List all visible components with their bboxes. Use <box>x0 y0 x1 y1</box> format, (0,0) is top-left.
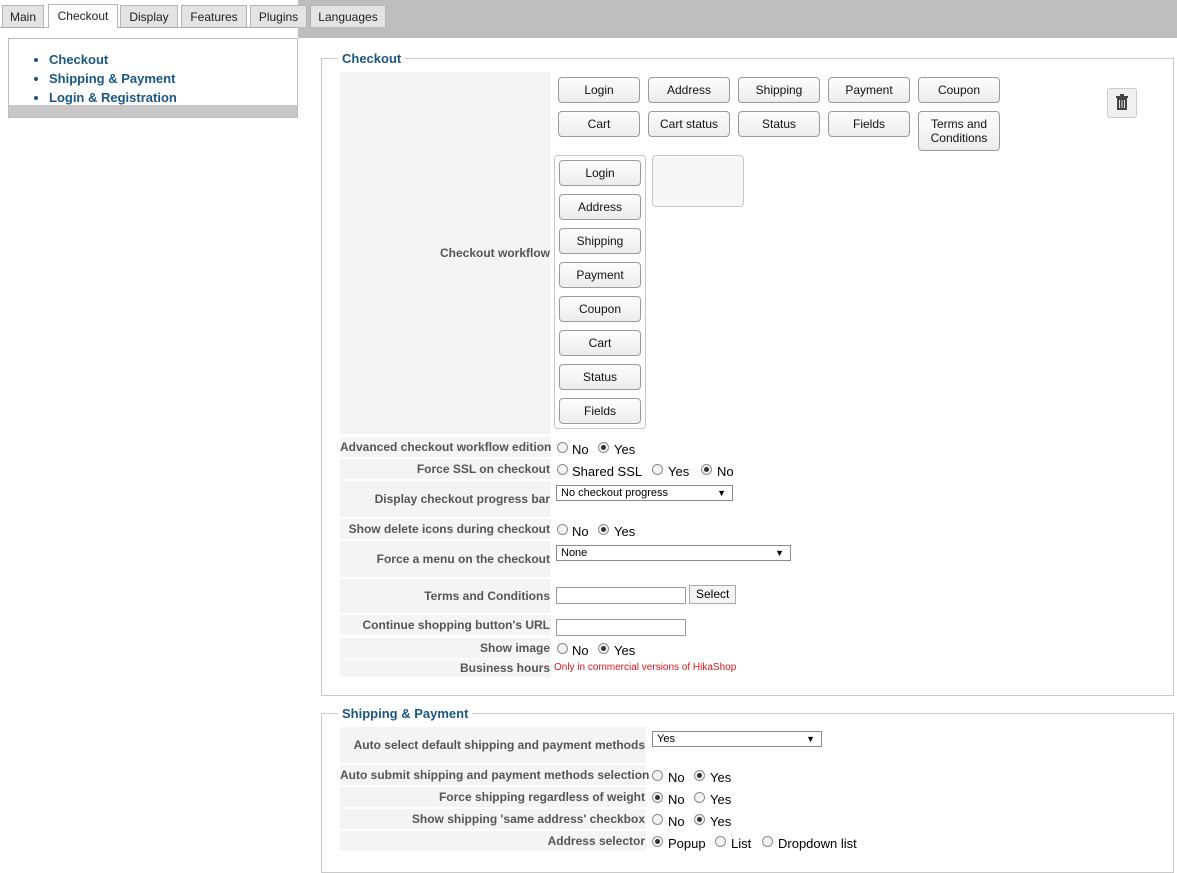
terms-label: Terms and Conditions <box>424 589 550 603</box>
available-coupon-button[interactable]: Coupon <box>918 77 1000 103</box>
force-shipping-label: Force shipping regardless of weight <box>438 790 645 804</box>
workflow-cart-step[interactable]: Cart <box>559 330 641 356</box>
shipping-payment-legend: Shipping & Payment <box>338 706 472 721</box>
ssl-no-radio[interactable] <box>701 464 712 475</box>
address-list-label: List <box>731 836 752 851</box>
address-list-radio[interactable] <box>715 836 726 847</box>
auto-submit-no-label: No <box>668 770 685 785</box>
ssl-shared-radio[interactable] <box>557 464 568 475</box>
advanced-yes-radio[interactable] <box>598 442 609 453</box>
tab-bar-fill-lower <box>298 28 1177 38</box>
trash-icon[interactable] <box>1107 88 1137 118</box>
workflow-coupon-step[interactable]: Coupon <box>559 296 641 322</box>
force-shipping-no-radio[interactable] <box>652 792 663 803</box>
auto-select-value: Yes <box>657 733 675 745</box>
available-terms-button[interactable]: Terms and Conditions <box>918 111 1000 151</box>
show-image-yes-radio[interactable] <box>598 643 609 654</box>
terms-input[interactable] <box>556 587 686 604</box>
delete-icons-no-label: No <box>572 524 589 539</box>
progress-select[interactable] <box>556 485 733 501</box>
available-status-button[interactable]: Status <box>738 111 820 137</box>
available-login-button[interactable]: Login <box>558 77 640 103</box>
auto-select-label: Auto select default shipping and payment methods <box>353 738 645 752</box>
tab-plugins[interactable]: Plugins <box>250 5 307 27</box>
continue-url-input[interactable] <box>556 619 686 636</box>
address-popup-radio[interactable] <box>652 836 663 847</box>
address-dropdown-radio[interactable] <box>762 836 773 847</box>
force-shipping-yes-radio[interactable] <box>694 792 705 803</box>
auto-submit-label: Auto submit shipping and payment methods selection <box>340 768 650 782</box>
progress-label: Display checkout progress bar <box>374 492 550 506</box>
same-address-no-label: No <box>668 814 685 829</box>
ssl-no-label: No <box>717 464 734 479</box>
workflow-payment-step[interactable]: Payment <box>559 262 641 288</box>
ssl-yes-radio[interactable] <box>652 464 663 475</box>
tab-checkout[interactable]: Checkout <box>48 4 118 28</box>
menu-select[interactable] <box>556 545 791 561</box>
tab-main[interactable]: Main <box>2 5 44 27</box>
nav-item-checkout[interactable] <box>49 50 297 69</box>
left-navigation-footer-bar <box>9 105 297 117</box>
available-address-button[interactable]: Address <box>648 77 730 103</box>
tab-languages[interactable]: Languages <box>310 5 386 27</box>
advanced-label: Advanced checkout workflow edition <box>340 440 552 454</box>
business-note: Only in commercial versions of HikaShop <box>554 662 737 673</box>
advanced-yes-label: Yes <box>614 442 636 457</box>
show-image-no-label: No <box>572 643 589 658</box>
chevron-down-icon: ▼ <box>775 548 784 558</box>
address-popup-label: Popup <box>668 836 706 851</box>
business-label: Business hours <box>459 661 550 675</box>
force-shipping-no-label: No <box>668 792 685 807</box>
delete-icons-yes-label: Yes <box>614 524 636 539</box>
auto-submit-no-radio[interactable] <box>652 770 663 781</box>
same-address-no-radio[interactable] <box>652 814 663 825</box>
ssl-label: Force SSL on checkout <box>416 462 550 476</box>
show-image-label: Show image <box>479 641 550 655</box>
workflow-shipping-step[interactable]: Shipping <box>559 228 641 254</box>
tab-features[interactable]: Features <box>181 5 247 27</box>
continue-label: Continue shopping button's URL <box>362 618 550 632</box>
available-fields-button[interactable]: Fields <box>828 111 910 137</box>
chevron-down-icon: ▼ <box>717 488 726 498</box>
available-payment-button[interactable]: Payment <box>828 77 910 103</box>
same-address-yes-radio[interactable] <box>694 814 705 825</box>
checkout-legend: Checkout <box>338 51 405 66</box>
menu-select-value: None <box>561 547 588 559</box>
progress-select-value: No checkout progress <box>561 487 668 499</box>
tab-bar-fill <box>298 0 1177 28</box>
nav-item-checkout-label[interactable]: Checkout <box>49 52 109 67</box>
workflow-new-step-dropzone[interactable] <box>652 155 744 207</box>
show-image-no-radio[interactable] <box>557 643 568 654</box>
address-selector-label: Address selector <box>547 834 645 848</box>
workflow-status-step[interactable]: Status <box>559 364 641 390</box>
terms-select-button[interactable]: Select <box>689 585 736 604</box>
same-address-label: Show shipping 'same address' checkbox <box>411 812 645 826</box>
ssl-yes-label: Yes <box>668 464 690 479</box>
delete-icons-label: Show delete icons during checkout <box>348 522 550 536</box>
advanced-no-radio[interactable] <box>557 442 568 453</box>
nav-item-shipping-payment[interactable] <box>49 69 297 88</box>
show-image-yes-label: Yes <box>614 643 636 658</box>
workflow-fields-step[interactable]: Fields <box>559 398 641 424</box>
auto-submit-yes-radio[interactable] <box>694 770 705 781</box>
force-shipping-yes-label: Yes <box>710 792 732 807</box>
nav-item-login-registration-label[interactable]: Login & Registration <box>49 90 177 105</box>
delete-icons-no-radio[interactable] <box>557 524 568 535</box>
same-address-yes-label: Yes <box>710 814 732 829</box>
left-navigation <box>8 38 298 118</box>
advanced-no-label: No <box>572 442 589 457</box>
workflow-address-step[interactable]: Address <box>559 194 641 220</box>
available-cart-button[interactable]: Cart <box>558 111 640 137</box>
nav-item-shipping-payment-label[interactable]: Shipping & Payment <box>49 71 176 86</box>
workflow-login-step[interactable]: Login <box>559 160 641 186</box>
chevron-down-icon: ▼ <box>806 734 815 744</box>
auto-select-select[interactable] <box>652 731 822 747</box>
delete-icons-yes-radio[interactable] <box>598 524 609 535</box>
available-shipping-button[interactable]: Shipping <box>738 77 820 103</box>
tab-display[interactable]: Display <box>120 5 178 27</box>
auto-submit-yes-label: Yes <box>710 770 732 785</box>
ssl-shared-label: Shared SSL <box>572 464 643 479</box>
available-cart-status-button[interactable]: Cart status <box>648 111 730 137</box>
workflow-label: Checkout workflow <box>439 246 550 260</box>
menu-label: Force a menu on the checkout <box>376 552 550 566</box>
address-dropdown-label: Dropdown list <box>778 836 857 851</box>
